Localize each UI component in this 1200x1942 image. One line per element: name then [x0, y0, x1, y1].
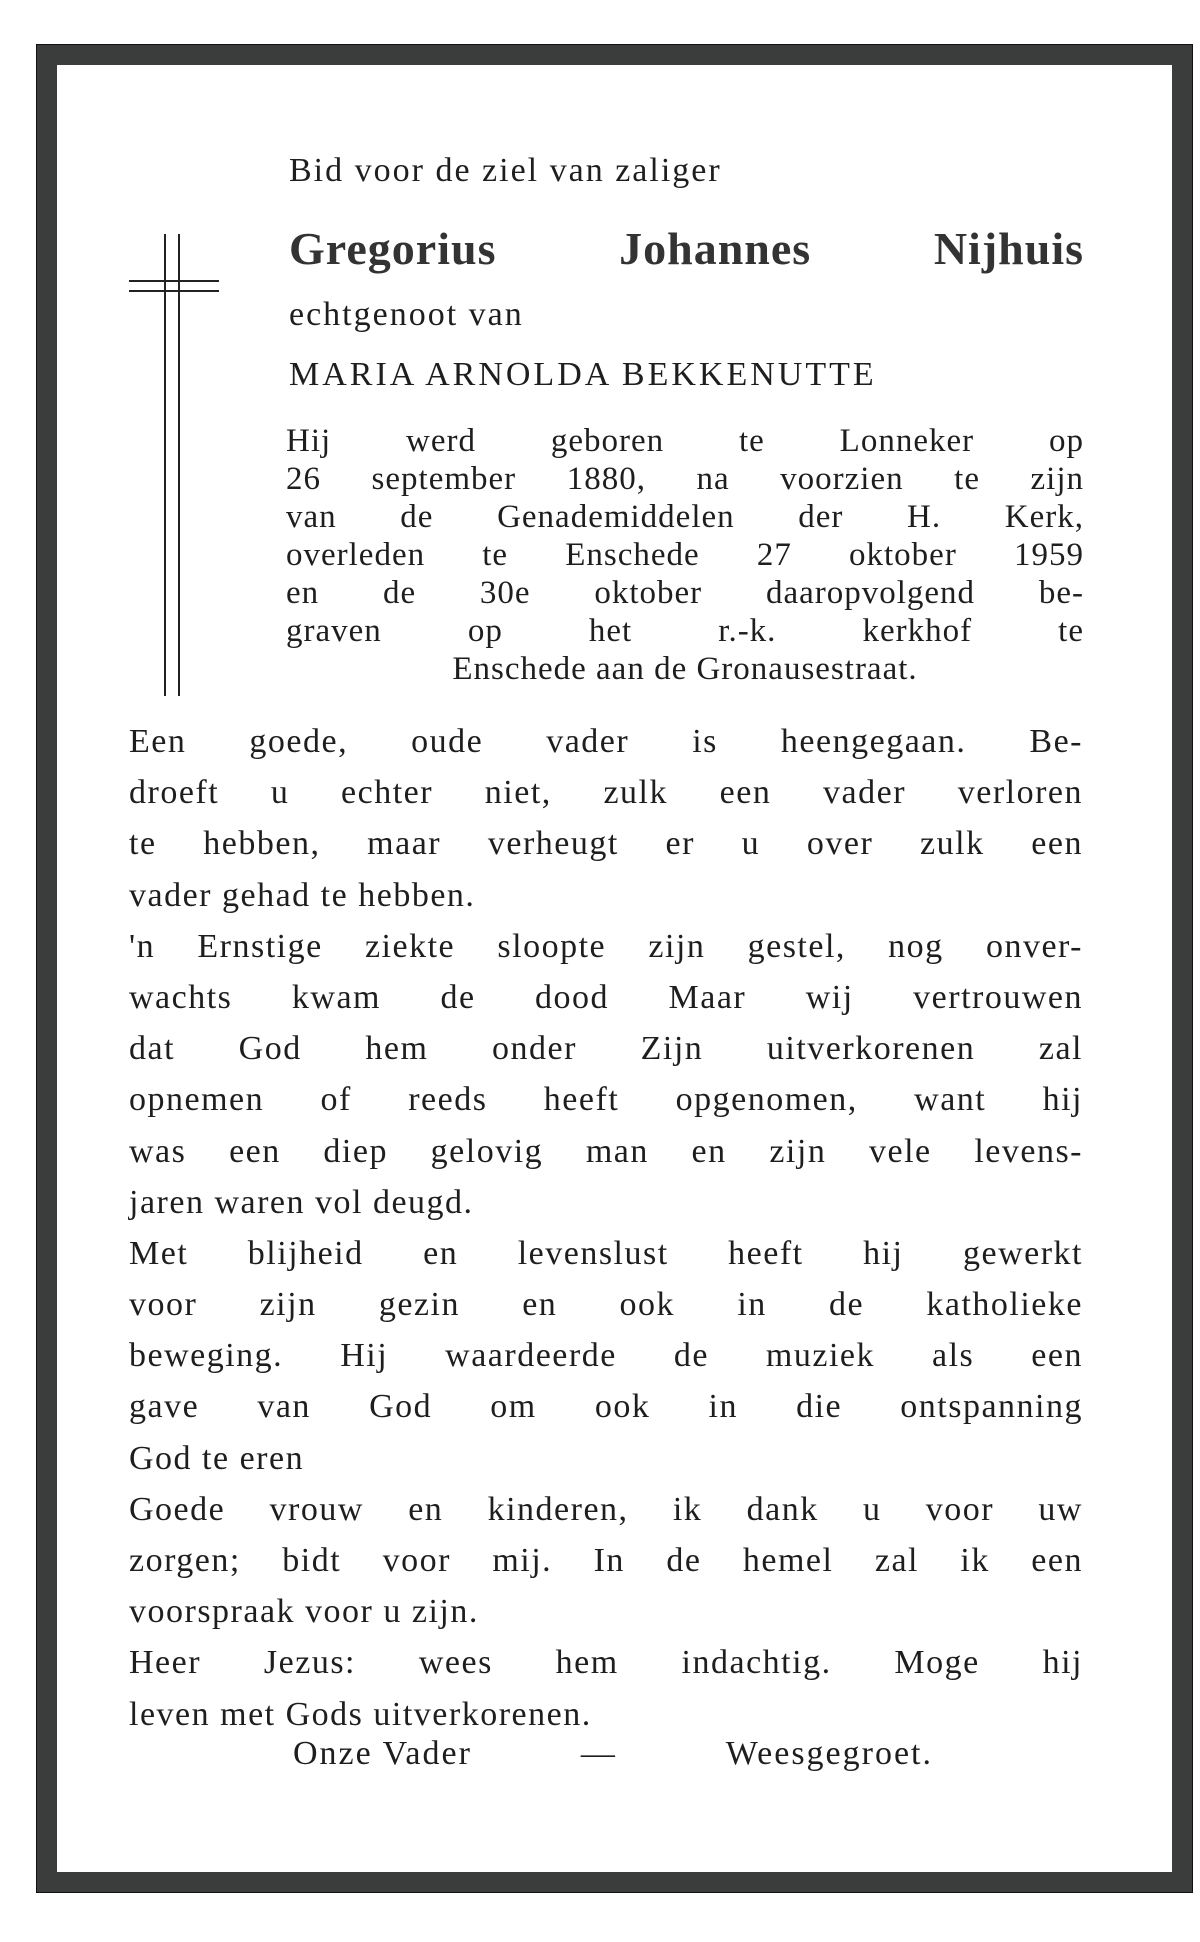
text-line: leven met Gods uitverkorenen. [129, 1695, 592, 1733]
text-line: wachts kwam de dood Maar wij vertrouwen [129, 978, 1083, 1016]
text-line: beweging. Hij waardeerde de muziek als een [129, 1337, 1083, 1375]
prayer-dash: — [580, 1735, 617, 1772]
bio-line: Hij werd geboren te Lonneker op [286, 423, 1084, 459]
text-line: te hebben, maar verheugt er u over zulk een [129, 825, 1083, 863]
intro-text: Bid voor de ziel van zaliger [289, 152, 722, 189]
text-line: voor zijn gezin en ook in de katholieke [129, 1286, 1083, 1324]
bio-line: en de 30e oktober daaropvolgend be- [286, 575, 1084, 611]
text-line: Heer Jezus: wees hem indachtig. Moge hij [129, 1644, 1083, 1682]
spouse-label: echtgenoot van [289, 296, 524, 333]
bio-line: graven op het r.-k. kerkhof te [286, 613, 1084, 649]
bio-line: 26 september 1880, na voorzien te zijn [286, 461, 1084, 497]
prayer-our-father: Onze Vader [293, 1735, 472, 1772]
text-line: Met blijheid en levenslust heeft hij gewerkt [129, 1234, 1083, 1272]
closing-prayers [293, 1735, 933, 1773]
text-line: dat God hem onder Zijn uitverkorenen zal [129, 1030, 1083, 1068]
bio-line: Enschede aan de Gronausestraat. [452, 651, 918, 687]
prayer-hail-mary: Weesgegroet. [725, 1735, 933, 1772]
bio-line: van de Genademiddelen der H. Kerk, [286, 499, 1084, 535]
text-line: 'n Ernstige ziekte sloopte zijn gestel, nog onver- [129, 927, 1083, 965]
text-line: zorgen; bidt voor mij. In de hemel zal ik een [129, 1542, 1083, 1579]
text-line: droeft u echter niet, zulk een vader verloren [129, 774, 1083, 812]
spouse-name: MARIA ARNOLDA BEKKENUTTE [289, 356, 877, 393]
text-line: God te eren [129, 1439, 305, 1477]
text-line: voorspraak voor u zijn. [129, 1593, 479, 1631]
text-line: Goede vrouw en kinderen, ik dank u voor uw [129, 1490, 1083, 1528]
text-line: vader gehad te hebben. [129, 876, 476, 914]
text-line: gave van God om ook in die ontspanning [129, 1388, 1083, 1426]
text-line: was een diep gelovig man en zijn vele levens- [129, 1132, 1083, 1170]
memorial-text [129, 716, 1083, 1740]
text-line: Een goede, oude vader is heengegaan. Be- [129, 723, 1083, 760]
bio-line: overleden te Enschede 27 oktober 1959 [286, 537, 1084, 573]
text-line: jaren waren vol deugd. [129, 1183, 474, 1221]
biography [286, 422, 1084, 688]
deceased-name: Gregorius Johannes Nijhuis [289, 223, 1084, 274]
text-line: opnemen of reeds heeft opgenomen, want hij [129, 1081, 1083, 1119]
